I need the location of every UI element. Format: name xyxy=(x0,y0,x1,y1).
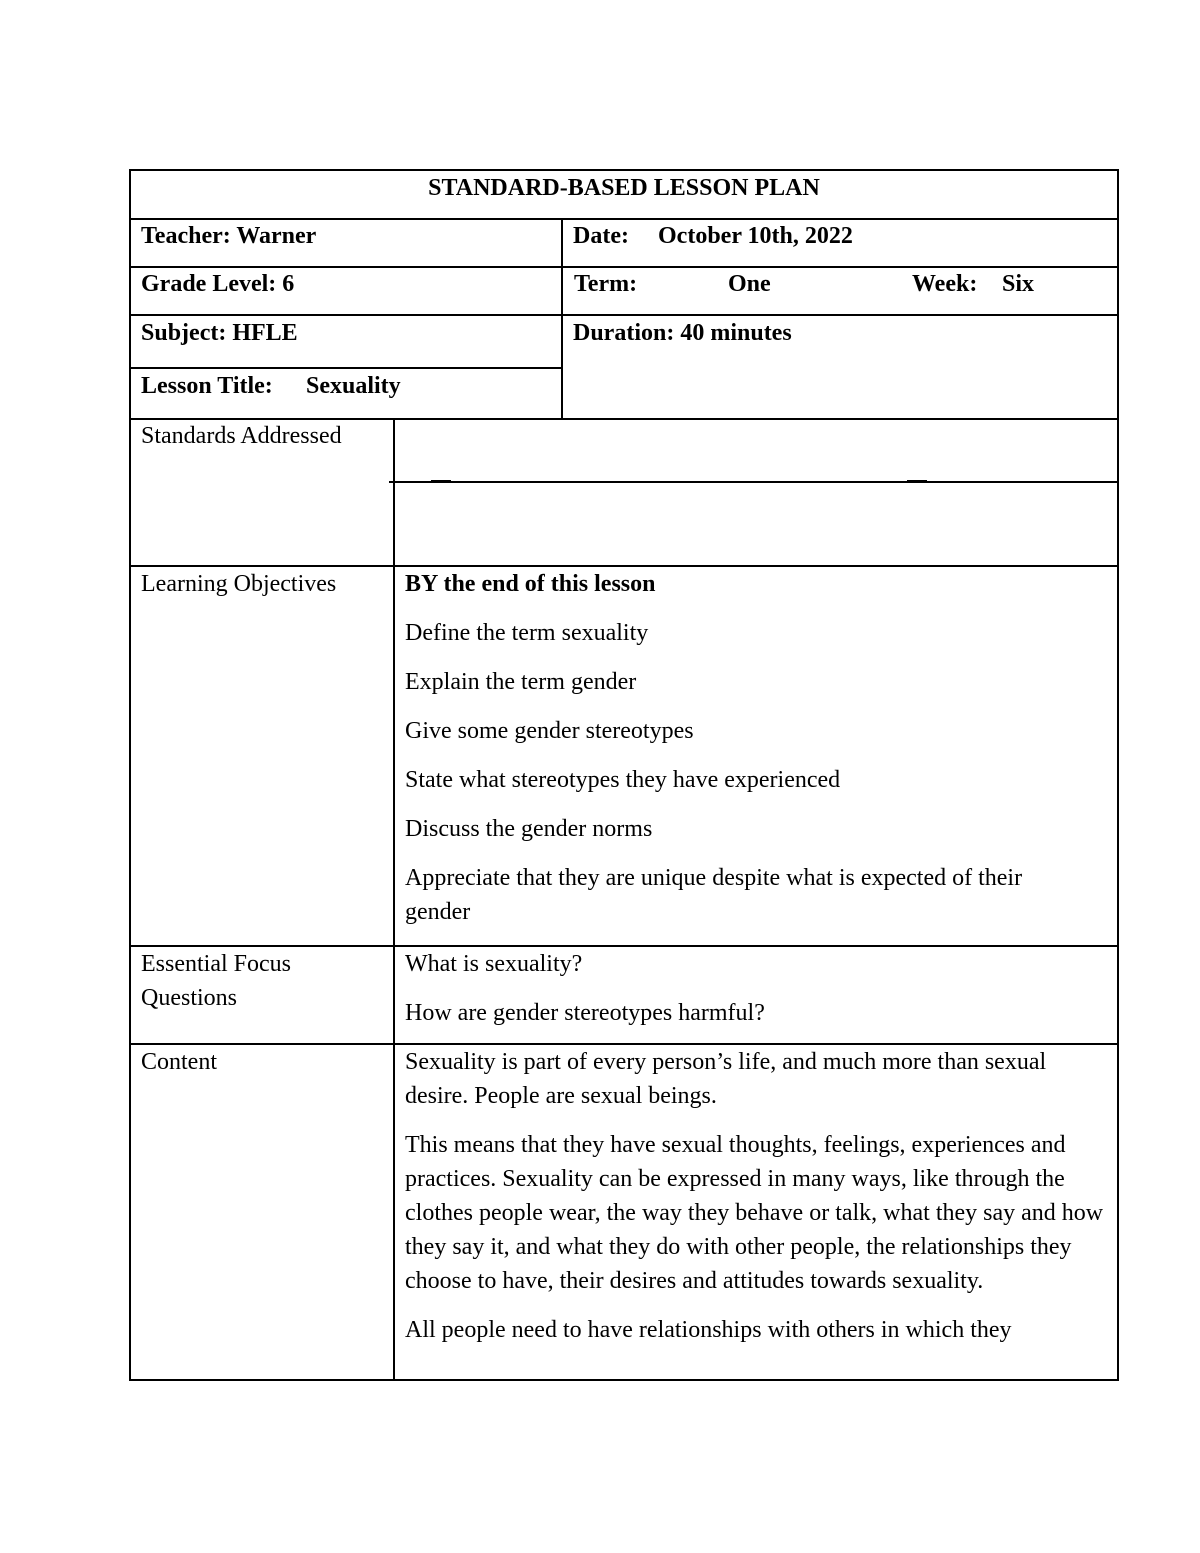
question-item: How are gender stereotypes harmful? xyxy=(405,1000,765,1026)
subject-field: Subject: HFLE xyxy=(141,320,298,346)
content-body xyxy=(405,1045,1110,1378)
week-value: Six xyxy=(1002,271,1035,297)
week-label: Week: xyxy=(912,271,978,297)
objectives-intro: BY the end of this lesson xyxy=(405,571,656,597)
lesson-title-label: Lesson Title: xyxy=(141,373,273,399)
objective-item: Define the term sexuality xyxy=(405,620,649,646)
objective-item: Appreciate that they are unique despite what is expected of their gender xyxy=(405,865,1023,925)
objectives-label: Learning Objectives xyxy=(141,571,337,597)
document-title: STANDARD-BASED LESSON PLAN xyxy=(428,175,820,201)
objective-item: State what stereotypes they have experienced xyxy=(405,767,841,793)
table-border-right xyxy=(1117,169,1119,1381)
term-label: Term: xyxy=(574,271,638,297)
term-value: One xyxy=(728,271,771,297)
content-label: Content xyxy=(141,1049,217,1075)
table-border-left xyxy=(129,169,131,1381)
body-column-divider xyxy=(393,418,395,1381)
lesson-title-value: Sexuality xyxy=(306,373,401,399)
objectives-list xyxy=(405,567,1105,929)
header-column-divider xyxy=(561,218,563,420)
objective-item: Give some gender stereotypes xyxy=(405,718,694,744)
standards-divider xyxy=(389,481,1119,483)
standards-divider-stub xyxy=(431,480,451,482)
standards-label: Standards Addressed xyxy=(141,423,342,449)
content-paragraph: This means that they have sexual thoughts, feelings, experiences and practices. Sexuality can be expressed in many ways, like through the clothes people wear, the way they behave or talk, what they say and how they say it, and what they do with other people, the relationships they choose to have, their desires and attitudes towards sexuality. xyxy=(405,1132,1104,1294)
questions-list xyxy=(405,947,1105,1030)
objective-item: Discuss the gender norms xyxy=(405,816,653,842)
teacher-field: Teacher: Warner xyxy=(141,223,317,249)
standards-divider-stub xyxy=(907,480,927,482)
question-item: What is sexuality? xyxy=(405,951,583,977)
duration-field: Duration: 40 minutes xyxy=(573,320,792,346)
date-value: October 10th, 2022 xyxy=(658,223,853,249)
date-label: Date: xyxy=(573,223,629,249)
content-paragraph: Sexuality is part of every person’s life, and much more than sexual desire. People are sexual beings. xyxy=(405,1049,1047,1109)
questions-label: Essential Focus Questions xyxy=(141,951,291,1011)
grade-level-field: Grade Level: 6 xyxy=(141,271,295,297)
content-paragraph: All people need to have relationships with others in which they xyxy=(405,1317,1012,1343)
table-border-bottom xyxy=(129,1379,1119,1381)
objective-item: Explain the term gender xyxy=(405,669,637,695)
